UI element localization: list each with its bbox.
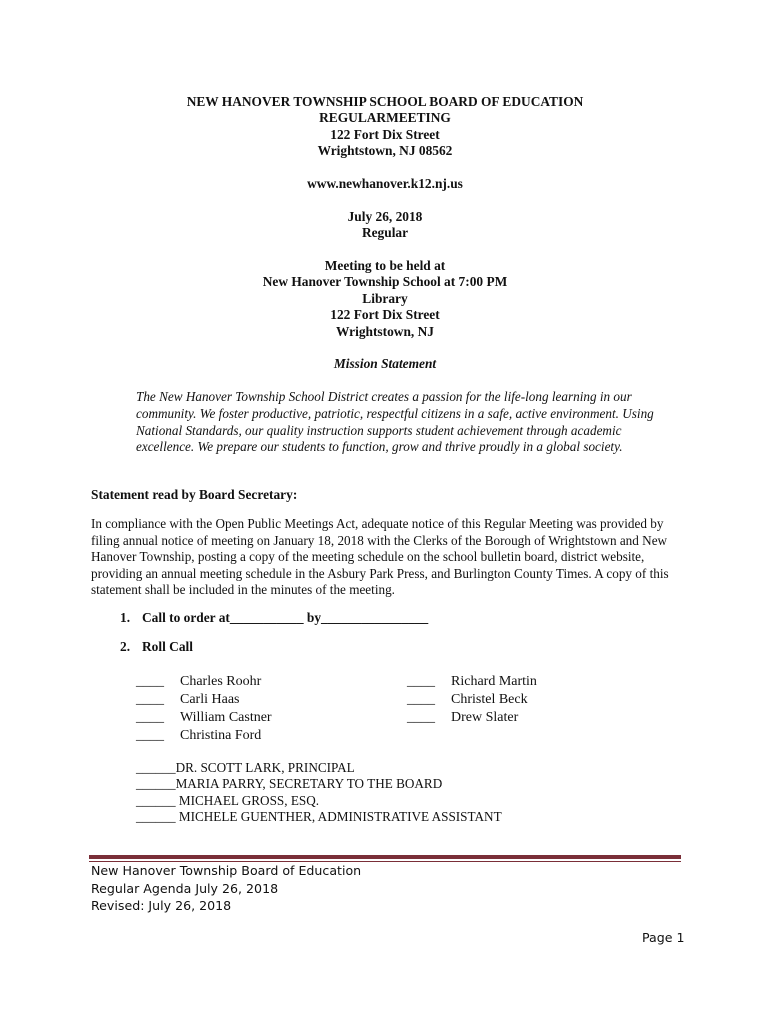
list-item [136, 673, 272, 691]
meeting-type: Regular [361, 225, 409, 241]
agenda-item-text: Call to order at___________ by________________ [142, 610, 429, 625]
list-item [136, 691, 272, 709]
list-item [407, 709, 537, 727]
list-item: ______ MICHELE GUENTHER, ADMINISTRATIVE ASSISTANT [136, 809, 502, 825]
agenda-item-text: Roll Call [142, 639, 193, 654]
mission-text: The New Hanover Township School District creates a passion for the life-long learning in our community. We foster productive, patriotic, respectful citizens in a safe, active environment. Using National Standards, our quality instruction supports student achievement through academic excellence. We prepare our students to function, grow and thrive proudly in a global society. [136, 389, 654, 455]
footer-divider [89, 855, 681, 859]
board-street: 122 Fort Dix Street [330, 126, 440, 142]
meeting-location-time: New Hanover Township School at 7:00 PM [262, 274, 508, 290]
board-city: Wrightstown, NJ 08562 [317, 143, 453, 159]
agenda-item-number: 2. [120, 639, 131, 654]
document-header [0, 94, 770, 340]
roll-call-left-column [136, 673, 272, 745]
meeting-label: REGULARMEETING [319, 110, 451, 126]
footer-agenda-date: Regular Agenda July 26, 2018 [91, 880, 279, 896]
member-name: Carli Haas [180, 692, 240, 707]
attendance-blank: ____ [407, 692, 435, 707]
meeting-room: Library [362, 290, 408, 306]
list-item: ______MARIA PARRY, SECRETARY TO THE BOARD [136, 776, 443, 792]
held-at-label: Meeting to be held at [324, 258, 446, 274]
staff-attendance-list [136, 760, 502, 826]
member-name: Christina Ford [180, 728, 262, 743]
list-item [136, 709, 272, 727]
location-city: Wrightstown, NJ [336, 323, 434, 339]
board-name: NEW HANOVER TOWNSHIP SCHOOL BOARD OF EDUCATION [186, 94, 584, 109]
member-name: Christel Beck [451, 692, 528, 707]
attendance-blank: ____ [136, 728, 164, 743]
meeting-date: July 26, 2018 [347, 208, 423, 224]
mission-title: Mission Statement [333, 356, 437, 371]
agenda-item-call-to-order [120, 610, 428, 626]
notice-paragraph: In compliance with the Open Public Meetings Act, adequate notice of this Regular Meeting was provided by filing annual notice of meeting on January 18, 2018 with the Clerks of the Borough of Wrightstown and New Hanover Township, posting a copy of the meeting schedule on the school bulletin board, district website, providing an annual meeting schedule in the Asbury Park Press, and Burlington County Times. A copy of this statement shall be included in the minutes of the meeting. [91, 516, 669, 598]
member-name: William Castner [180, 710, 272, 725]
agenda-item-number: 1. [120, 610, 131, 625]
member-name: Richard Martin [451, 674, 537, 689]
list-item [407, 673, 537, 691]
roll-call-right-column [407, 673, 537, 727]
attendance-blank: ____ [407, 710, 435, 725]
member-name: Drew Slater [451, 710, 519, 725]
agenda-item-roll-call [120, 639, 193, 655]
page-number: Page 1 [642, 930, 685, 945]
list-item: ______DR. SCOTT LARK, PRINCIPAL [136, 760, 355, 775]
list-item [136, 727, 272, 745]
attendance-blank: ____ [136, 692, 164, 707]
page-footer [91, 862, 361, 915]
member-name: Charles Roohr [180, 674, 262, 689]
attendance-blank: ____ [136, 674, 164, 689]
footer-board-name: New Hanover Township Board of Education [91, 863, 362, 878]
attendance-blank: ____ [407, 674, 435, 689]
location-street: 122 Fort Dix Street [330, 307, 440, 323]
secretary-heading: Statement read by Board Secretary: [91, 487, 298, 502]
list-item [407, 691, 537, 709]
attendance-blank: ____ [136, 710, 164, 725]
website-link[interactable]: www.newhanover.k12.nj.us [307, 176, 463, 192]
list-item: ______ MICHAEL GROSS, ESQ. [136, 792, 320, 808]
footer-revised-date: Revised: July 26, 2018 [91, 898, 232, 914]
